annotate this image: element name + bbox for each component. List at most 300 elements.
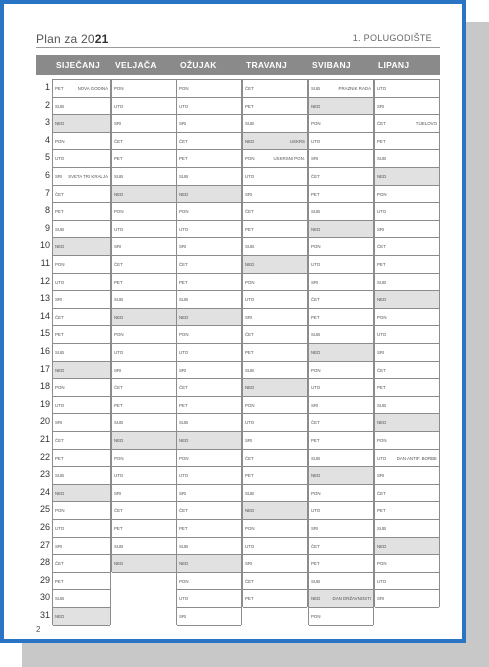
day-cell[interactable] bbox=[309, 538, 373, 556]
weekday-label: SRI bbox=[114, 367, 122, 373]
weekday-label: UTO bbox=[55, 279, 65, 285]
day-cell[interactable] bbox=[53, 238, 110, 256]
month-header-3: OŽUJAK bbox=[180, 60, 217, 70]
day-cell[interactable] bbox=[309, 608, 373, 626]
weekday-label: PET bbox=[245, 473, 254, 479]
day-cell[interactable] bbox=[243, 274, 307, 292]
weekday-label: PON bbox=[55, 508, 65, 514]
day-cell[interactable] bbox=[53, 538, 110, 556]
day-cell[interactable] bbox=[243, 485, 307, 503]
day-cell[interactable] bbox=[243, 414, 307, 432]
day-cell[interactable] bbox=[243, 168, 307, 186]
weekday-label: PON bbox=[311, 367, 321, 373]
day-cell[interactable] bbox=[375, 573, 439, 591]
weekday-label: SUB bbox=[55, 103, 65, 109]
day-cell[interactable] bbox=[112, 520, 176, 538]
day-cell[interactable] bbox=[53, 414, 110, 432]
weekday-label: SRI bbox=[245, 191, 253, 197]
weekday-label: SUB bbox=[311, 455, 321, 461]
day-cell[interactable] bbox=[112, 538, 176, 556]
day-cell[interactable] bbox=[177, 309, 241, 327]
weekday-label: PET bbox=[55, 578, 64, 584]
day-cell[interactable] bbox=[177, 502, 241, 520]
day-cell[interactable] bbox=[53, 502, 110, 520]
day-cell[interactable] bbox=[375, 309, 439, 327]
day-cell[interactable] bbox=[243, 291, 307, 309]
day-cell[interactable] bbox=[243, 450, 307, 468]
day-cell[interactable] bbox=[112, 362, 176, 380]
day-cell[interactable] bbox=[53, 203, 110, 221]
day-cell[interactable] bbox=[112, 133, 176, 151]
day-cell[interactable] bbox=[375, 520, 439, 538]
weekday-label: SUB bbox=[114, 174, 124, 179]
day-cell[interactable] bbox=[375, 203, 439, 221]
day-cell[interactable] bbox=[112, 309, 176, 327]
day-cell[interactable] bbox=[177, 98, 241, 116]
day-number: 25 bbox=[39, 504, 50, 515]
day-cell[interactable] bbox=[112, 291, 176, 309]
day-cell[interactable] bbox=[243, 133, 307, 151]
day-cell[interactable] bbox=[375, 432, 439, 450]
weekday-label: ČET bbox=[114, 262, 123, 267]
day-cell[interactable] bbox=[309, 467, 373, 485]
day-cell[interactable] bbox=[177, 590, 241, 608]
day-cell[interactable] bbox=[53, 344, 110, 362]
day-cell[interactable] bbox=[309, 326, 373, 344]
day-cell[interactable] bbox=[243, 397, 307, 415]
day-cell[interactable] bbox=[243, 590, 307, 608]
day-cell[interactable] bbox=[177, 274, 241, 292]
day-number: 14 bbox=[39, 310, 50, 321]
day-cell[interactable] bbox=[177, 397, 241, 415]
weekday-label: SRI bbox=[311, 526, 319, 531]
day-number: 26 bbox=[39, 522, 50, 532]
day-cell[interactable] bbox=[177, 608, 241, 626]
day-cell[interactable] bbox=[177, 150, 241, 168]
weekday-label: PET bbox=[311, 561, 320, 567]
weekday-label: PON bbox=[114, 332, 124, 338]
weekday-label: NED bbox=[311, 350, 321, 355]
weekday-label: SUB bbox=[377, 156, 387, 162]
weekday-label: PON bbox=[311, 121, 321, 127]
weekday-label: PON bbox=[377, 314, 387, 320]
day-cell[interactable] bbox=[53, 608, 110, 626]
day-cell[interactable] bbox=[53, 362, 110, 380]
weekday-label: NED bbox=[245, 385, 255, 391]
weekday-label: SRI bbox=[179, 367, 187, 373]
holiday-label: USKRS bbox=[289, 138, 305, 144]
day-cell[interactable] bbox=[243, 80, 307, 98]
weekday-label: ČET bbox=[114, 508, 123, 514]
day-cell[interactable] bbox=[112, 168, 176, 186]
weekday-label: PON bbox=[55, 262, 65, 267]
day-cell[interactable] bbox=[375, 467, 439, 485]
weekday-label: UTO bbox=[245, 543, 255, 549]
weekday-label: UTO bbox=[179, 350, 189, 355]
weekday-label: PET bbox=[179, 402, 188, 408]
weekday-label: PON bbox=[245, 156, 255, 162]
weekday-label: ČET bbox=[377, 244, 386, 250]
day-cell[interactable] bbox=[375, 502, 439, 520]
day-cell[interactable] bbox=[112, 221, 176, 239]
day-number: 7 bbox=[44, 187, 50, 198]
weekday-label: PET bbox=[179, 279, 188, 285]
weekday-label: PET bbox=[179, 156, 188, 162]
day-cell[interactable] bbox=[309, 168, 373, 186]
day-cell[interactable] bbox=[53, 432, 110, 450]
weekday-label: UTO bbox=[179, 103, 189, 109]
day-cell[interactable] bbox=[53, 80, 110, 98]
month-header-bar bbox=[36, 55, 440, 75]
day-number: 8 bbox=[44, 205, 50, 216]
day-cell[interactable] bbox=[53, 150, 110, 168]
day-cell[interactable] bbox=[243, 221, 307, 239]
weekday-label: UTO bbox=[114, 473, 124, 479]
day-cell[interactable] bbox=[243, 362, 307, 380]
day-cell[interactable] bbox=[309, 274, 373, 292]
weekday-label: UTO bbox=[179, 473, 189, 479]
weekday-label: PON bbox=[311, 490, 321, 496]
day-cell[interactable] bbox=[309, 502, 373, 520]
day-cell[interactable] bbox=[112, 450, 176, 468]
day-cell[interactable] bbox=[243, 238, 307, 256]
weekday-label: NED bbox=[245, 508, 255, 514]
weekday-label: NED bbox=[377, 297, 387, 303]
day-cell[interactable] bbox=[309, 133, 373, 151]
day-cell[interactable] bbox=[309, 291, 373, 309]
weekday-label: PON bbox=[55, 385, 65, 391]
day-cell[interactable] bbox=[177, 485, 241, 503]
day-cell[interactable] bbox=[53, 520, 110, 538]
day-cell[interactable] bbox=[177, 362, 241, 380]
day-cell[interactable] bbox=[375, 414, 439, 432]
day-cell[interactable] bbox=[177, 467, 241, 485]
day-cell[interactable] bbox=[243, 502, 307, 520]
weekday-label: NED bbox=[245, 138, 255, 144]
weekday-label: UTO bbox=[377, 578, 387, 584]
day-cell[interactable] bbox=[309, 362, 373, 380]
weekday-label: PET bbox=[245, 226, 254, 232]
day-cell[interactable] bbox=[177, 573, 241, 591]
day-cell[interactable] bbox=[53, 326, 110, 344]
day-cell[interactable] bbox=[112, 238, 176, 256]
day-number: 27 bbox=[39, 539, 50, 550]
month-header-4: TRAVANJ bbox=[246, 60, 287, 70]
day-cell[interactable] bbox=[309, 450, 373, 468]
day-cell[interactable] bbox=[309, 221, 373, 239]
day-cell[interactable] bbox=[177, 291, 241, 309]
day-cell[interactable] bbox=[243, 256, 307, 274]
day-cell[interactable] bbox=[243, 379, 307, 397]
day-cell[interactable] bbox=[53, 98, 110, 116]
day-cell[interactable] bbox=[309, 150, 373, 168]
day-number: 24 bbox=[39, 486, 50, 497]
weekday-label: PET bbox=[179, 526, 188, 531]
weekday-label: ČET bbox=[245, 332, 254, 338]
day-cell[interactable] bbox=[309, 80, 373, 98]
weekday-label: UTO bbox=[311, 385, 321, 391]
weekday-label: PON bbox=[245, 279, 255, 285]
day-cell[interactable] bbox=[177, 256, 241, 274]
day-cell[interactable] bbox=[112, 502, 176, 520]
day-cell[interactable] bbox=[53, 221, 110, 239]
weekday-label: PET bbox=[311, 191, 320, 197]
day-cell[interactable] bbox=[112, 485, 176, 503]
day-cell[interactable] bbox=[243, 573, 307, 591]
day-cell[interactable] bbox=[243, 115, 307, 133]
weekday-label: PON bbox=[114, 455, 124, 461]
day-cell[interactable] bbox=[309, 186, 373, 204]
day-cell[interactable] bbox=[375, 344, 439, 362]
day-cell[interactable] bbox=[309, 414, 373, 432]
day-cell[interactable] bbox=[309, 98, 373, 116]
day-cell[interactable] bbox=[177, 133, 241, 151]
weekday-label: PET bbox=[311, 314, 320, 320]
weekday-label: UTO bbox=[245, 297, 255, 303]
weekday-label: SRI bbox=[377, 473, 385, 479]
day-cell[interactable] bbox=[375, 450, 439, 468]
weekday-label: NED bbox=[55, 121, 65, 127]
day-cell[interactable] bbox=[53, 133, 110, 151]
weekday-label: SUB bbox=[245, 490, 255, 496]
title-divider bbox=[36, 47, 440, 48]
day-cell[interactable] bbox=[243, 432, 307, 450]
day-cell[interactable] bbox=[53, 291, 110, 309]
weekday-label: PON bbox=[179, 86, 189, 91]
day-cell[interactable] bbox=[177, 221, 241, 239]
day-cell[interactable] bbox=[243, 344, 307, 362]
day-cell[interactable] bbox=[177, 186, 241, 204]
day-cell[interactable] bbox=[177, 326, 241, 344]
day-cell[interactable] bbox=[375, 256, 439, 274]
day-cell[interactable] bbox=[177, 538, 241, 556]
weekday-label: NED bbox=[377, 174, 387, 179]
day-cell[interactable] bbox=[53, 467, 110, 485]
day-cell[interactable] bbox=[243, 538, 307, 556]
day-cell[interactable] bbox=[375, 186, 439, 204]
day-number: 18 bbox=[39, 381, 50, 392]
weekday-label: SRI bbox=[377, 226, 385, 232]
weekday-label: UTO bbox=[311, 262, 321, 267]
weekday-label: SRI bbox=[311, 402, 319, 408]
weekday-label: PON bbox=[179, 578, 189, 584]
weekday-label: NED bbox=[114, 438, 124, 443]
weekday-label: SRI bbox=[377, 596, 385, 602]
day-cell[interactable] bbox=[112, 80, 176, 98]
day-cell[interactable] bbox=[112, 98, 176, 116]
day-cell[interactable] bbox=[177, 115, 241, 133]
day-cell[interactable] bbox=[53, 397, 110, 415]
day-cell[interactable] bbox=[375, 590, 439, 608]
day-cell[interactable] bbox=[309, 115, 373, 133]
day-cell[interactable] bbox=[375, 98, 439, 116]
weekday-label: PET bbox=[114, 279, 123, 285]
day-cell[interactable] bbox=[177, 414, 241, 432]
weekday-label: PET bbox=[114, 526, 123, 531]
day-cell[interactable] bbox=[177, 555, 241, 573]
day-cell[interactable] bbox=[177, 238, 241, 256]
day-cell[interactable] bbox=[53, 309, 110, 327]
weekday-label: NED bbox=[311, 596, 321, 602]
day-number: 10 bbox=[39, 240, 50, 251]
weekday-label: SUB bbox=[55, 350, 65, 355]
weekday-label: ČET bbox=[245, 209, 254, 215]
day-cell[interactable] bbox=[375, 538, 439, 556]
weekday-label: SRI bbox=[377, 350, 385, 355]
day-cell[interactable] bbox=[375, 326, 439, 344]
day-cell[interactable] bbox=[53, 379, 110, 397]
weekday-label: ČET bbox=[311, 420, 320, 426]
weekday-label: SUB bbox=[377, 526, 387, 531]
day-cell[interactable] bbox=[53, 115, 110, 133]
day-cell[interactable] bbox=[309, 520, 373, 538]
weekday-label: SUB bbox=[55, 596, 65, 602]
day-cell[interactable] bbox=[112, 186, 176, 204]
weekday-label: SUB bbox=[311, 578, 321, 584]
day-cell[interactable] bbox=[375, 274, 439, 292]
weekday-label: PON bbox=[55, 138, 65, 144]
half-year-label: 1. POLUGODIŠTE bbox=[352, 33, 432, 43]
day-cell[interactable] bbox=[309, 238, 373, 256]
day-cell[interactable] bbox=[112, 150, 176, 168]
day-cell[interactable] bbox=[243, 326, 307, 344]
day-cell[interactable] bbox=[112, 203, 176, 221]
day-cell[interactable] bbox=[112, 326, 176, 344]
day-cell[interactable] bbox=[53, 256, 110, 274]
day-cell[interactable] bbox=[375, 80, 439, 98]
day-cell[interactable] bbox=[112, 379, 176, 397]
day-cell[interactable] bbox=[112, 274, 176, 292]
day-cell[interactable] bbox=[375, 362, 439, 380]
weekday-label: PON bbox=[377, 438, 387, 443]
day-cell[interactable] bbox=[309, 573, 373, 591]
day-cell[interactable] bbox=[112, 344, 176, 362]
month-column-5 bbox=[308, 79, 374, 625]
day-cell[interactable] bbox=[309, 590, 373, 608]
day-number: 2 bbox=[44, 99, 50, 110]
weekday-label: SUB bbox=[311, 86, 321, 91]
day-cell[interactable] bbox=[53, 274, 110, 292]
day-cell[interactable] bbox=[375, 133, 439, 151]
day-cell[interactable] bbox=[309, 379, 373, 397]
weekday-label: NED bbox=[179, 561, 189, 567]
weekday-label: UTO bbox=[245, 174, 255, 179]
day-cell[interactable] bbox=[53, 485, 110, 503]
day-number: 22 bbox=[39, 451, 50, 462]
weekday-label: PET bbox=[311, 438, 320, 443]
day-cell[interactable] bbox=[53, 573, 110, 591]
day-cell[interactable] bbox=[177, 432, 241, 450]
day-cell[interactable] bbox=[309, 397, 373, 415]
day-cell[interactable] bbox=[309, 309, 373, 327]
weekday-label: PET bbox=[114, 156, 123, 162]
day-number: 3 bbox=[44, 117, 50, 128]
day-cell[interactable] bbox=[375, 150, 439, 168]
weekday-label: UTO bbox=[114, 226, 124, 232]
day-cell[interactable] bbox=[375, 115, 439, 133]
day-cell[interactable] bbox=[243, 555, 307, 573]
day-cell[interactable] bbox=[53, 168, 110, 186]
weekday-label: NED bbox=[55, 367, 65, 373]
day-cell[interactable] bbox=[375, 291, 439, 309]
weekday-label: PET bbox=[377, 262, 386, 267]
day-cell[interactable] bbox=[375, 238, 439, 256]
day-number: 23 bbox=[39, 469, 50, 480]
day-cell[interactable] bbox=[177, 203, 241, 221]
day-cell[interactable] bbox=[112, 115, 176, 133]
day-cell[interactable] bbox=[375, 485, 439, 503]
weekday-label: PET bbox=[55, 86, 64, 91]
day-cell[interactable] bbox=[243, 520, 307, 538]
weekday-label: NED bbox=[179, 438, 189, 443]
day-cell[interactable] bbox=[243, 309, 307, 327]
day-cell[interactable] bbox=[53, 186, 110, 204]
day-number: 13 bbox=[39, 293, 50, 304]
day-cell[interactable] bbox=[309, 485, 373, 503]
day-number: 9 bbox=[44, 222, 50, 233]
weekday-label: NED bbox=[311, 103, 321, 109]
day-cell[interactable] bbox=[53, 555, 110, 573]
weekday-label: PET bbox=[55, 455, 64, 461]
title-prefix: Plan za 20 bbox=[36, 32, 95, 46]
weekday-label: SRI bbox=[55, 543, 63, 549]
weekday-label: PON bbox=[311, 614, 321, 619]
day-cell[interactable] bbox=[375, 168, 439, 186]
day-cell[interactable] bbox=[53, 450, 110, 468]
day-cell[interactable] bbox=[112, 256, 176, 274]
day-cell[interactable] bbox=[243, 98, 307, 116]
day-cell[interactable] bbox=[177, 80, 241, 98]
day-cell[interactable] bbox=[309, 555, 373, 573]
weekday-label: SRI bbox=[311, 156, 319, 162]
weekday-label: NED bbox=[377, 420, 387, 426]
weekday-label: NED bbox=[114, 191, 124, 197]
day-cell[interactable] bbox=[112, 432, 176, 450]
weekday-label: NED bbox=[311, 226, 321, 232]
day-cell[interactable] bbox=[375, 397, 439, 415]
day-cell[interactable] bbox=[243, 203, 307, 221]
day-cell[interactable] bbox=[177, 168, 241, 186]
day-cell[interactable] bbox=[112, 414, 176, 432]
weekday-label: ČET bbox=[55, 561, 64, 567]
day-cell[interactable] bbox=[112, 467, 176, 485]
day-cell[interactable] bbox=[309, 432, 373, 450]
day-cell[interactable] bbox=[309, 203, 373, 221]
weekday-label: UTO bbox=[377, 86, 387, 91]
weekday-label: SUB bbox=[114, 543, 124, 549]
day-cell[interactable] bbox=[177, 379, 241, 397]
day-cell[interactable] bbox=[177, 520, 241, 538]
day-cell[interactable] bbox=[375, 555, 439, 573]
day-cell[interactable] bbox=[375, 221, 439, 239]
day-cell[interactable] bbox=[243, 150, 307, 168]
day-cell[interactable] bbox=[112, 555, 176, 573]
day-cell[interactable] bbox=[375, 379, 439, 397]
day-cell[interactable] bbox=[53, 590, 110, 608]
day-cell[interactable] bbox=[177, 344, 241, 362]
day-number: 19 bbox=[39, 398, 50, 409]
day-cell[interactable] bbox=[112, 397, 176, 415]
day-cell[interactable] bbox=[309, 344, 373, 362]
weekday-label: SUB bbox=[179, 543, 189, 549]
day-number: 11 bbox=[40, 258, 50, 268]
day-cell[interactable] bbox=[243, 186, 307, 204]
day-cell[interactable] bbox=[243, 467, 307, 485]
day-cell[interactable] bbox=[177, 450, 241, 468]
day-cell[interactable] bbox=[309, 256, 373, 274]
day-number: 16 bbox=[39, 346, 50, 356]
weekday-label: NED bbox=[114, 561, 124, 567]
